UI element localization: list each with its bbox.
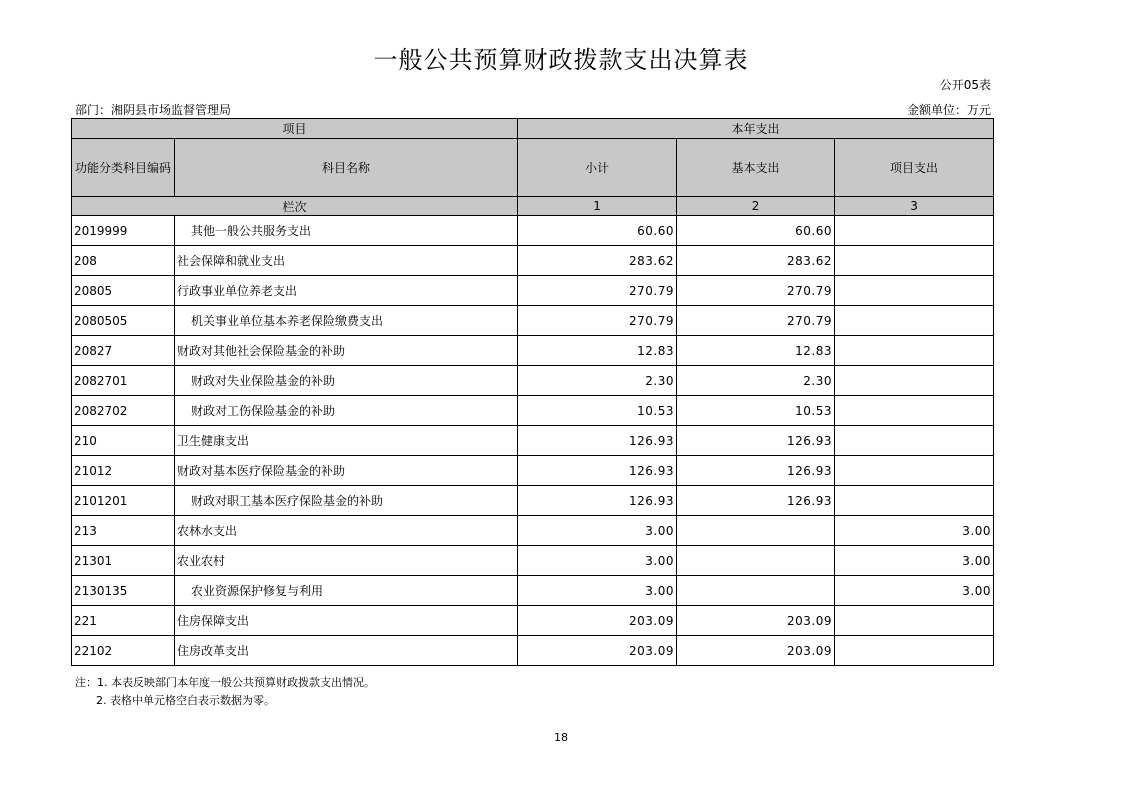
table-row — [72, 486, 994, 516]
subtotal-cell: 3.00 — [518, 576, 677, 606]
project-cell — [835, 306, 994, 336]
table-row — [72, 276, 994, 306]
table-row — [72, 366, 994, 396]
project-cell — [835, 606, 994, 636]
header-col-2: 2 — [677, 197, 835, 216]
notes — [75, 674, 375, 710]
subtotal-cell: 12.83 — [518, 336, 677, 366]
subtotal-cell: 126.93 — [518, 456, 677, 486]
project-cell: 3.00 — [835, 546, 994, 576]
table-row — [72, 246, 994, 276]
subtotal-cell: 270.79 — [518, 276, 677, 306]
name-cell: 住房保障支出 — [175, 606, 518, 636]
department-label: 部门：湘阴县市场监督管理局 — [75, 103, 232, 117]
code-cell: 2019999 — [72, 216, 175, 246]
basic-cell: 283.62 — [677, 246, 835, 276]
header-project-expenditure: 项目支出 — [835, 139, 994, 197]
name-cell: 卫生健康支出 — [175, 426, 518, 456]
name-cell: 财政对基本医疗保险基金的补助 — [175, 456, 518, 486]
project-cell: 3.00 — [835, 516, 994, 546]
code-cell: 2130135 — [72, 576, 175, 606]
project-cell: 3.00 — [835, 576, 994, 606]
subtotal-cell: 3.00 — [518, 546, 677, 576]
project-cell — [835, 366, 994, 396]
header-code: 功能分类科目编码 — [72, 139, 175, 197]
header-col-3: 3 — [835, 197, 994, 216]
header-name: 科目名称 — [175, 139, 518, 197]
name-cell: 财政对其他社会保险基金的补助 — [175, 336, 518, 366]
code-cell: 20827 — [72, 336, 175, 366]
page-number: 18 — [554, 731, 568, 744]
basic-cell — [677, 546, 835, 576]
header-column-index: 栏次 — [72, 197, 518, 216]
name-cell: 机关事业单位基本养老保险缴费支出 — [175, 306, 518, 336]
code-cell: 213 — [72, 516, 175, 546]
subtotal-cell: 126.93 — [518, 486, 677, 516]
name-cell: 住房改革支出 — [175, 636, 518, 666]
project-cell — [835, 486, 994, 516]
code-cell: 2101201 — [72, 486, 175, 516]
table-row — [72, 216, 994, 246]
header-current-year: 本年支出 — [518, 119, 994, 139]
name-cell: 其他一般公共服务支出 — [175, 216, 518, 246]
note-2: 2. 表格中单元格空白表示数据为零。 — [96, 694, 275, 707]
subtotal-cell: 270.79 — [518, 306, 677, 336]
basic-cell: 126.93 — [677, 486, 835, 516]
name-cell: 农业资源保护修复与利用 — [175, 576, 518, 606]
name-cell: 农业农村 — [175, 546, 518, 576]
basic-cell: 2.30 — [677, 366, 835, 396]
name-cell: 财政对失业保险基金的补助 — [175, 366, 518, 396]
project-cell — [835, 276, 994, 306]
project-cell — [835, 426, 994, 456]
header-col-1: 1 — [518, 197, 677, 216]
basic-cell — [677, 576, 835, 606]
form-code: 公开05表 — [939, 78, 991, 92]
basic-cell — [677, 516, 835, 546]
name-cell: 财政对工伤保险基金的补助 — [175, 396, 518, 426]
code-cell: 208 — [72, 246, 175, 276]
project-cell — [835, 246, 994, 276]
code-cell: 21301 — [72, 546, 175, 576]
basic-cell: 60.60 — [677, 216, 835, 246]
project-cell — [835, 216, 994, 246]
table-row — [72, 516, 994, 546]
subtotal-cell: 203.09 — [518, 606, 677, 636]
table-row — [72, 336, 994, 366]
code-cell: 20805 — [72, 276, 175, 306]
table-row — [72, 306, 994, 336]
name-cell: 农林水支出 — [175, 516, 518, 546]
subtotal-cell: 3.00 — [518, 516, 677, 546]
basic-cell: 203.09 — [677, 606, 835, 636]
table-row — [72, 396, 994, 426]
project-cell — [835, 456, 994, 486]
amount-unit-label: 金额单位：万元 — [906, 103, 991, 117]
table-row — [72, 636, 994, 666]
project-cell — [835, 636, 994, 666]
basic-cell: 126.93 — [677, 426, 835, 456]
subtotal-cell: 2.30 — [518, 366, 677, 396]
table-row — [72, 576, 994, 606]
note-1: 注：1. 本表反映部门本年度一般公共预算财政拨款支出情况。 — [75, 676, 375, 689]
header-basic: 基本支出 — [677, 139, 835, 197]
code-cell: 221 — [72, 606, 175, 636]
table-row — [72, 456, 994, 486]
code-cell: 210 — [72, 426, 175, 456]
code-cell: 2082702 — [72, 396, 175, 426]
table-row — [72, 606, 994, 636]
code-cell: 2080505 — [72, 306, 175, 336]
name-cell: 社会保障和就业支出 — [175, 246, 518, 276]
subtotal-cell: 126.93 — [518, 426, 677, 456]
basic-cell: 270.79 — [677, 276, 835, 306]
code-cell: 21012 — [72, 456, 175, 486]
page-title: 一般公共预算财政拨款支出决算表 — [373, 46, 749, 74]
subtotal-cell: 283.62 — [518, 246, 677, 276]
project-cell — [835, 396, 994, 426]
code-cell: 22102 — [72, 636, 175, 666]
basic-cell: 126.93 — [677, 456, 835, 486]
expenditure-table — [71, 118, 994, 666]
table-row — [72, 426, 994, 456]
basic-cell: 12.83 — [677, 336, 835, 366]
basic-cell: 270.79 — [677, 306, 835, 336]
table-row — [72, 546, 994, 576]
subtotal-cell: 10.53 — [518, 396, 677, 426]
project-cell — [835, 336, 994, 366]
subtotal-cell: 203.09 — [518, 636, 677, 666]
basic-cell: 203.09 — [677, 636, 835, 666]
code-cell: 2082701 — [72, 366, 175, 396]
basic-cell: 10.53 — [677, 396, 835, 426]
subtotal-cell: 60.60 — [518, 216, 677, 246]
header-subtotal: 小计 — [518, 139, 677, 197]
name-cell: 财政对职工基本医疗保险基金的补助 — [175, 486, 518, 516]
name-cell: 行政事业单位养老支出 — [175, 276, 518, 306]
header-project: 项目 — [72, 119, 518, 139]
